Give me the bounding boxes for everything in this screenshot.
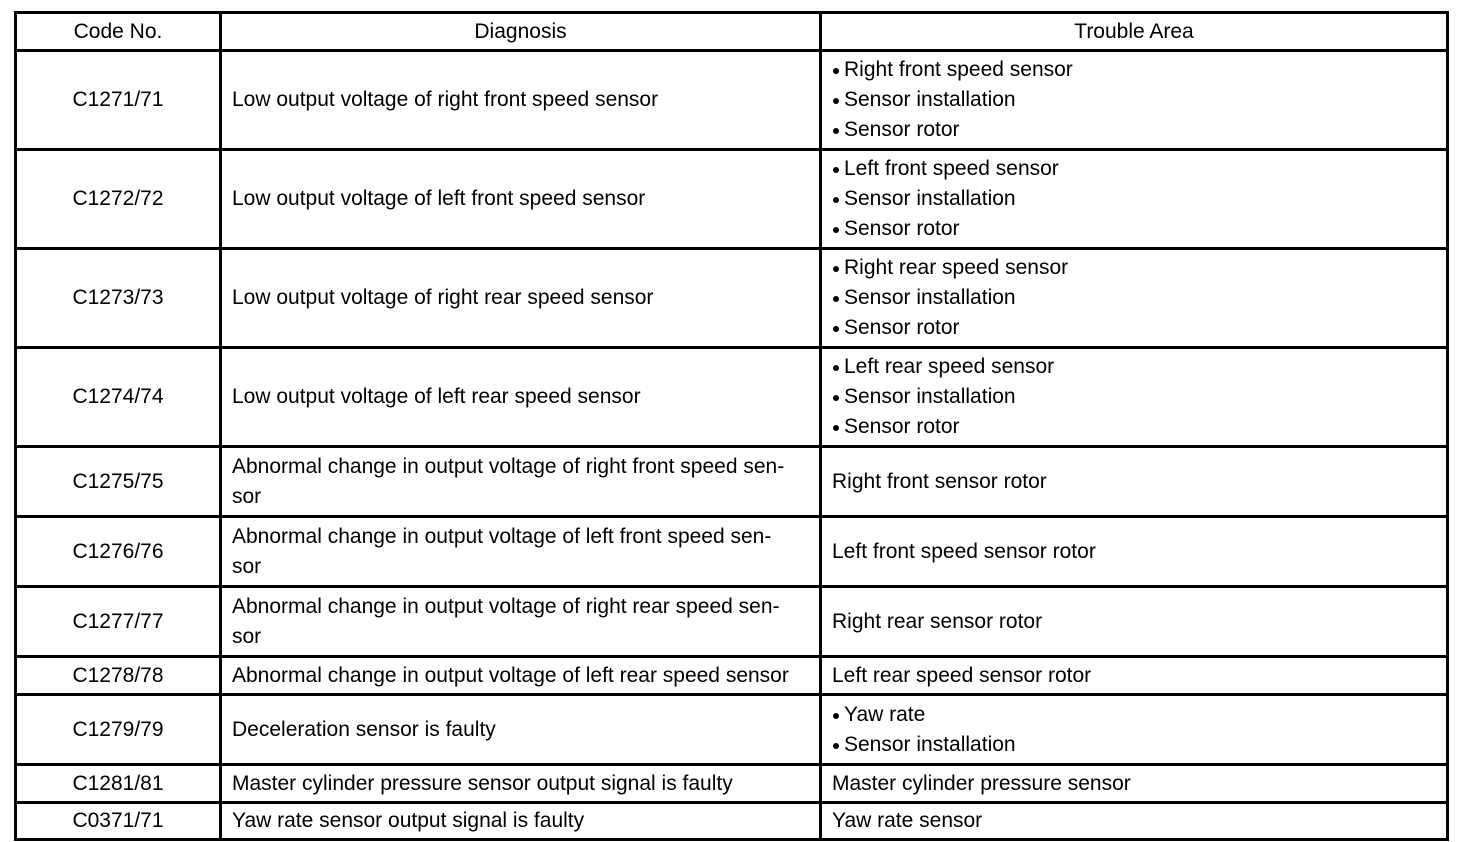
table-row — [16, 447, 1448, 517]
table-row — [16, 517, 1448, 587]
diagnosis-cell: Deceleration sensor is faulty — [221, 695, 821, 765]
header-row — [16, 13, 1448, 51]
trouble-area-cell: Left front speed sensor rotor — [821, 517, 1448, 587]
table-row — [16, 803, 1448, 840]
trouble-item: Sensor installation — [832, 184, 1436, 214]
trouble-area-cell: Right front sensor rotor — [821, 447, 1448, 517]
trouble-item: Left rear speed sensor — [832, 352, 1436, 382]
code-cell: C1276/76 — [16, 517, 221, 587]
trouble-item: Left front speed sensor — [832, 154, 1436, 184]
trouble-list — [832, 154, 1436, 244]
diagnosis-line: Abnormal change in output voltage of left front speed sen- — [232, 524, 772, 548]
diagnosis-line: sor — [232, 624, 262, 648]
trouble-list — [832, 55, 1436, 145]
trouble-item: Right rear speed sensor — [832, 253, 1436, 283]
table-row — [16, 587, 1448, 657]
diagnosis-cell: Low output voltage of left rear speed sensor — [221, 348, 821, 447]
table-row — [16, 657, 1448, 695]
diagnosis-line: Abnormal change in output voltage of right front speed sen- — [232, 454, 785, 478]
trouble-area-cell: Yaw rate sensor — [821, 803, 1448, 840]
table-row — [16, 150, 1448, 249]
trouble-item: Sensor rotor — [832, 412, 1436, 442]
table-row — [16, 765, 1448, 803]
trouble-area-cell — [821, 51, 1448, 150]
trouble-item: Sensor installation — [832, 283, 1436, 313]
diagnosis-cell: Low output voltage of right rear speed sensor — [221, 249, 821, 348]
code-cell: C1274/74 — [16, 348, 221, 447]
trouble-item: Sensor rotor — [832, 115, 1436, 145]
table-row — [16, 695, 1448, 765]
diagnosis-line: sor — [232, 554, 262, 578]
diagnosis-cell — [221, 587, 821, 657]
code-cell: C1271/71 — [16, 51, 221, 150]
trouble-list — [832, 352, 1436, 442]
code-cell: C1281/81 — [16, 765, 221, 803]
trouble-area-cell: Right rear sensor rotor — [821, 587, 1448, 657]
trouble-item: Right front speed sensor — [832, 55, 1436, 85]
diagnosis-line: sor — [232, 484, 262, 508]
trouble-item: Yaw rate — [832, 700, 1436, 730]
trouble-item: Sensor installation — [832, 85, 1436, 115]
table-row — [16, 348, 1448, 447]
trouble-item: Sensor rotor — [832, 313, 1436, 343]
trouble-area-cell — [821, 249, 1448, 348]
diagnosis-cell — [221, 517, 821, 587]
code-cell: C1277/77 — [16, 587, 221, 657]
code-cell: C1273/73 — [16, 249, 221, 348]
trouble-item: Sensor rotor — [832, 214, 1436, 244]
trouble-area-cell: Left rear speed sensor rotor — [821, 657, 1448, 695]
header-diagnosis: Diagnosis — [221, 13, 821, 51]
diagnosis-cell — [221, 447, 821, 517]
trouble-list — [832, 700, 1436, 760]
diagnosis-line: Abnormal change in output voltage of right rear speed sen- — [232, 594, 780, 618]
trouble-area-cell: Master cylinder pressure sensor — [821, 765, 1448, 803]
trouble-area-cell — [821, 695, 1448, 765]
dtc-table — [14, 11, 1449, 841]
trouble-item: Sensor installation — [832, 382, 1436, 412]
trouble-list — [832, 253, 1436, 343]
table-row — [16, 51, 1448, 150]
diagnosis-cell: Low output voltage of right front speed sensor — [221, 51, 821, 150]
trouble-item: Sensor installation — [832, 730, 1436, 760]
code-cell: C1272/72 — [16, 150, 221, 249]
trouble-area-cell — [821, 150, 1448, 249]
diagnosis-cell: Yaw rate sensor output signal is faulty — [221, 803, 821, 840]
trouble-area-cell — [821, 348, 1448, 447]
header-code: Code No. — [16, 13, 221, 51]
code-cell: C1279/79 — [16, 695, 221, 765]
code-cell: C1278/78 — [16, 657, 221, 695]
header-trouble-area: Trouble Area — [821, 13, 1448, 51]
code-cell: C0371/71 — [16, 803, 221, 840]
diagnosis-cell: Master cylinder pressure sensor output signal is faulty — [221, 765, 821, 803]
table-row — [16, 249, 1448, 348]
diagnosis-cell: Low output voltage of left front speed sensor — [221, 150, 821, 249]
diagnosis-cell: Abnormal change in output voltage of left rear speed sensor — [221, 657, 821, 695]
code-cell: C1275/75 — [16, 447, 221, 517]
